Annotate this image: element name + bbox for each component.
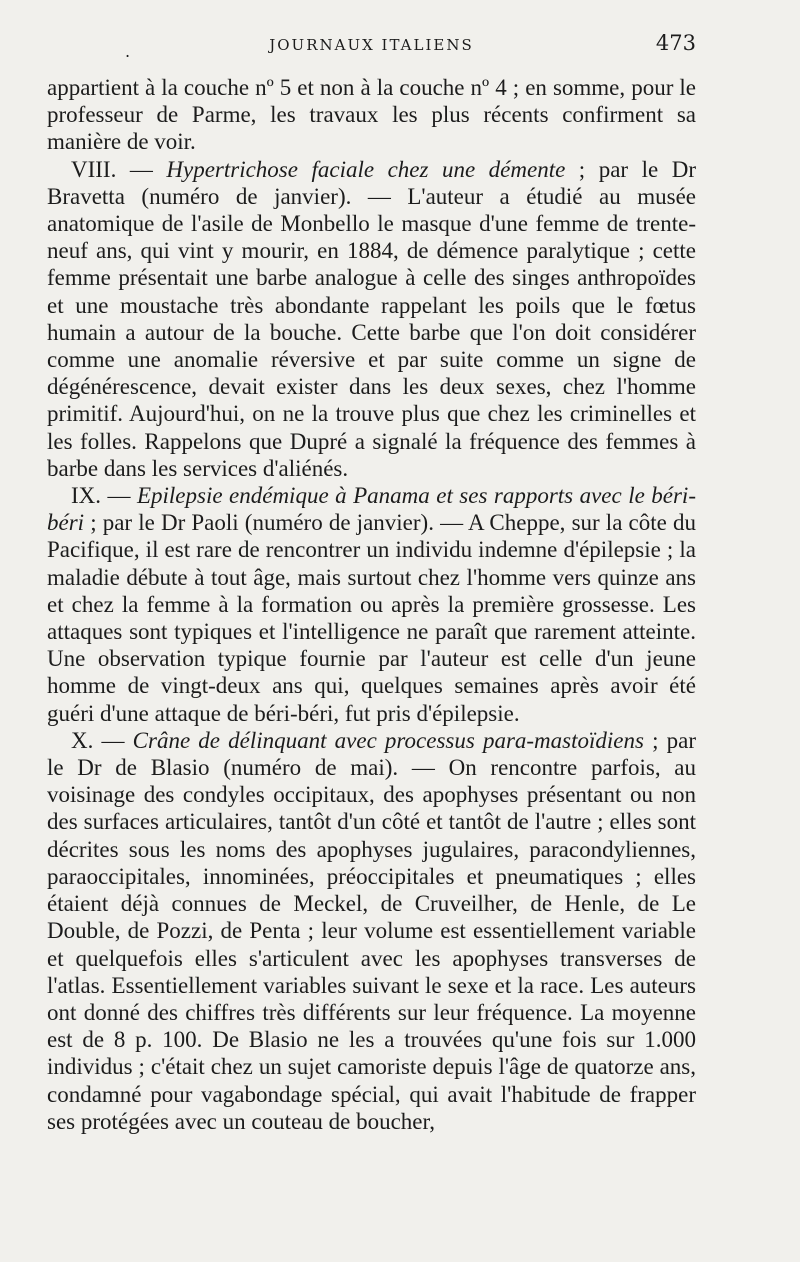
section-text: ; par le Dr de Blasio (numéro de mai). — On rencontre parfois, au voisinage des condyles occipitaux, des apophyses présentant ou non des surfaces articulaires, tantôt d'un côté et tantôt de l'autre ; elles sont décrites sous les noms des apophyses jugulaires, paracondyliennes, paraoccipitales, innominées, préoccipitales et pneumatiques ; elles étaient déjà connues de Meckel, de Cruveilher, de Henle, de Le Double, de Pozzi, de Penta ; leur volume est essentiellement variable et quelquefois elles s'articulent avec les apophyses transverses de l'atlas. Essentiellement variables suivant le sexe et la race. Les auteurs ont donné des chiffres très différents sur leur fréquence. La moyenne est de 8 p. 100. De Blasio ne les a trouvées qu'une fois sur 1.000 individus ; c'était chez un sujet camoriste depuis l'âge de quatorze ans, condamné pour vagabondage spécial, qui avait l'habitude de frapper ses protégées avec un couteau de boucher,	[47, 727, 696, 1134]
section-title: Hypertrichose faciale chez une démente	[166, 156, 566, 182]
section-ix	[47, 482, 696, 727]
running-title: JOURNAUX ITALIENS	[269, 36, 474, 54]
header-dot: .	[125, 42, 131, 61]
section-viii	[47, 156, 696, 482]
page-header	[47, 30, 696, 72]
section-title: Crâne de délinquant avec processus para-mastoïdiens	[132, 727, 644, 753]
section-number: VIII. —	[71, 156, 167, 182]
section-x	[47, 727, 696, 1135]
section-text: ; par le Dr Bravetta (numéro de janvier). — L'auteur a étudié au musée anatomique de l'asile de Monbello le masque d'une femme de trente-neuf ans, qui vint y mourir, en 1884, de démence paralytique ; cette femme présentait une barbe analogue à celle des singes anthropoïdes et une moustache très abondante rappelant les poils que le fœtus humain a autour de la bouche. Cette barbe que l'on doit considérer comme une anomalie réversive et par suite comme un signe de dégénérescence, devait exister dans les deux sexes, chez l'homme primitif. Aujourd'hui, on ne la trouve plus que chez les criminelles et les folles. Rappelons que Dupré a signalé la fréquence des femmes à barbe dans les services d'aliénés.	[47, 156, 696, 481]
section-number: X. —	[71, 727, 133, 753]
body-text	[47, 74, 696, 1135]
section-title: Epilepsie endémique à Panama et ses rapports avec le béri-béri	[47, 483, 696, 536]
section-text: ; par le Dr Paoli (numéro de janvier). — A Cheppe, sur la côte du Pacifique, il est rare de rencontrer un individu indemne d'épilepsie ; la maladie débute à tout âge, mais surtout chez l'homme vers quinze ans et chez la femme à la formation ou après la première grossesse. Les attaques sont typiques et l'intelligence ne paraît que rarement atteinte. Une observation typique fournie par l'auteur est celle d'un jeune homme de vingt-deux ans qui, quelques semaines après avoir été guéri d'une attaque de béri-béri, fut pris d'épilepsie.	[47, 510, 696, 726]
section-number: IX. —	[71, 483, 137, 509]
paragraph-text: appartient à la couche nº 5 et non à la couche nº 4 ; en somme, pour le professeur de Parme, les travaux les plus récents confirment sa manière de voir.	[47, 75, 696, 155]
page-number: 473	[655, 31, 696, 55]
paragraph-continuation	[47, 74, 696, 156]
